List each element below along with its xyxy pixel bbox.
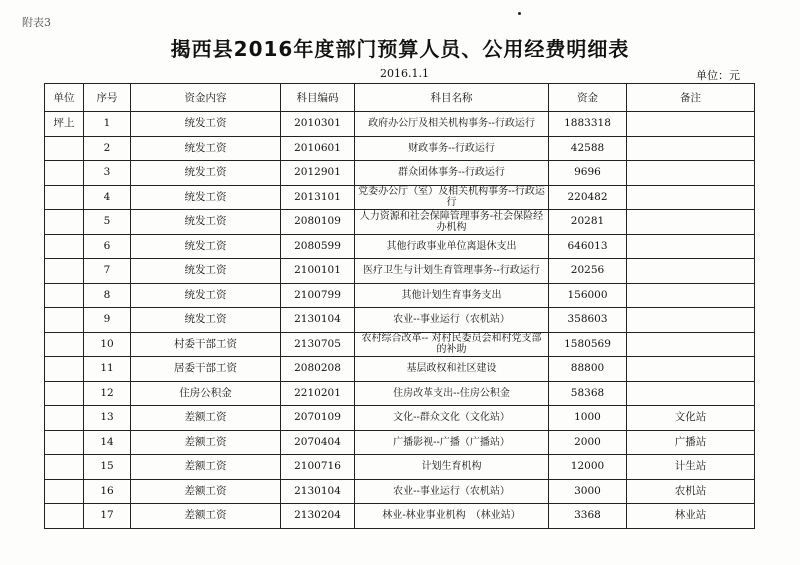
cell-code: 2100101 <box>281 259 355 284</box>
cell-code: 2070109 <box>281 406 355 431</box>
cell-no: 2 <box>84 136 131 161</box>
cell-name: 计划生育机构 <box>355 455 549 480</box>
cell-content: 统发工资 <box>131 136 281 161</box>
cell-code: 2070404 <box>281 430 355 455</box>
cell-no: 1 <box>84 112 131 137</box>
cell-note <box>627 112 755 137</box>
cell-unit <box>45 283 84 308</box>
col-header-unit: 单位 <box>45 84 84 112</box>
cell-amount: 20256 <box>549 259 627 284</box>
cell-no: 17 <box>84 504 131 529</box>
cell-note <box>627 234 755 259</box>
cell-amount: 20281 <box>549 210 627 235</box>
cell-content: 统发工资 <box>131 161 281 186</box>
cell-name: 广播影视--广播（广播站） <box>355 430 549 455</box>
annex-label: 附表3 <box>22 16 51 29</box>
table-row <box>45 381 755 406</box>
col-header-code: 科目编码 <box>281 84 355 112</box>
col-header-note: 备注 <box>627 84 755 112</box>
cell-note <box>627 332 755 357</box>
table-row <box>45 112 755 137</box>
cell-code: 2080599 <box>281 234 355 259</box>
cell-note: 林业站 <box>627 504 755 529</box>
cell-note: 农机站 <box>627 479 755 504</box>
cell-code: 2130104 <box>281 308 355 333</box>
cell-name: 住房改革支出--住房公积金 <box>355 381 549 406</box>
cell-unit <box>45 381 84 406</box>
cell-unit <box>45 259 84 284</box>
table-row <box>45 357 755 382</box>
cell-note <box>627 381 755 406</box>
cell-code: 2130204 <box>281 504 355 529</box>
unit-label: 单位：元 <box>696 69 740 82</box>
cell-note <box>627 283 755 308</box>
cell-name: 人力资源和社会保障管理事务-社会保险经办机构 <box>355 210 549 235</box>
cell-content: 统发工资 <box>131 234 281 259</box>
cell-note <box>627 185 755 210</box>
table-row <box>45 455 755 480</box>
cell-code: 2100799 <box>281 283 355 308</box>
cell-name: 政府办公厅及相关机构事务--行政运行 <box>355 112 549 137</box>
cell-no: 10 <box>84 332 131 357</box>
cell-amount: 2000 <box>549 430 627 455</box>
col-header-amount: 资金 <box>549 84 627 112</box>
cell-unit <box>45 455 84 480</box>
cell-amount: 88800 <box>549 357 627 382</box>
cell-content: 统发工资 <box>131 112 281 137</box>
table-row <box>45 283 755 308</box>
cell-name: 党委办公厅（室）及相关机构事务--行政运行 <box>355 185 549 210</box>
cell-no: 3 <box>84 161 131 186</box>
col-header-content: 资金内容 <box>131 84 281 112</box>
cell-code: 2010601 <box>281 136 355 161</box>
cell-code: 2013101 <box>281 185 355 210</box>
table-row <box>45 332 755 357</box>
cell-no: 12 <box>84 381 131 406</box>
cell-unit: 坪上 <box>45 112 84 137</box>
col-header-name: 科目名称 <box>355 84 549 112</box>
cell-no: 11 <box>84 357 131 382</box>
cell-code: 2130705 <box>281 332 355 357</box>
cell-amount: 358603 <box>549 308 627 333</box>
cell-amount: 1883318 <box>549 112 627 137</box>
cell-amount: 3000 <box>549 479 627 504</box>
cell-name: 其他行政事业单位离退休支出 <box>355 234 549 259</box>
report-date: 2016.1.1 <box>380 67 429 80</box>
cell-unit <box>45 479 84 504</box>
cell-no: 4 <box>84 185 131 210</box>
cell-code: 2100716 <box>281 455 355 480</box>
table-row <box>45 234 755 259</box>
cell-no: 6 <box>84 234 131 259</box>
cell-note <box>627 308 755 333</box>
cell-amount: 12000 <box>549 455 627 480</box>
cell-name: 农业--事业运行（农机站） <box>355 308 549 333</box>
cell-code: 2012901 <box>281 161 355 186</box>
cell-unit <box>45 234 84 259</box>
cell-content: 统发工资 <box>131 185 281 210</box>
cell-content: 居委干部工资 <box>131 357 281 382</box>
cell-code: 2080109 <box>281 210 355 235</box>
cell-no: 5 <box>84 210 131 235</box>
cell-name: 财政事务--行政运行 <box>355 136 549 161</box>
cell-note <box>627 161 755 186</box>
cell-content: 统发工资 <box>131 308 281 333</box>
cell-content: 差额工资 <box>131 430 281 455</box>
cell-name: 基层政权和社区建设 <box>355 357 549 382</box>
cell-amount: 1000 <box>549 406 627 431</box>
cell-unit <box>45 185 84 210</box>
cell-note: 文化站 <box>627 406 755 431</box>
table-row <box>45 136 755 161</box>
table-row <box>45 210 755 235</box>
cell-name: 文化--群众文化（文化站） <box>355 406 549 431</box>
scan-speck <box>518 12 521 15</box>
table-row <box>45 504 755 529</box>
cell-unit <box>45 504 84 529</box>
table-row <box>45 479 755 504</box>
cell-content: 住房公积金 <box>131 381 281 406</box>
cell-no: 7 <box>84 259 131 284</box>
cell-code: 2010301 <box>281 112 355 137</box>
cell-amount: 156000 <box>549 283 627 308</box>
table-row <box>45 308 755 333</box>
cell-amount: 646013 <box>549 234 627 259</box>
cell-no: 13 <box>84 406 131 431</box>
cell-name: 农业--事业运行（农机站） <box>355 479 549 504</box>
table-row <box>45 406 755 431</box>
cell-content: 统发工资 <box>131 283 281 308</box>
cell-code: 2080208 <box>281 357 355 382</box>
cell-code: 2130104 <box>281 479 355 504</box>
cell-unit <box>45 308 84 333</box>
table-header-row <box>45 84 755 112</box>
cell-content: 差额工资 <box>131 479 281 504</box>
cell-unit <box>45 161 84 186</box>
cell-amount: 220482 <box>549 185 627 210</box>
cell-content: 差额工资 <box>131 504 281 529</box>
cell-amount: 3368 <box>549 504 627 529</box>
cell-unit <box>45 406 84 431</box>
page-title: 揭西县2016年度部门预算人员、公用经费明细表 <box>170 37 630 61</box>
col-header-no: 序号 <box>84 84 131 112</box>
cell-no: 16 <box>84 479 131 504</box>
budget-table <box>44 83 755 529</box>
cell-content: 统发工资 <box>131 259 281 284</box>
cell-amount: 42588 <box>549 136 627 161</box>
table-row <box>45 430 755 455</box>
table-row <box>45 161 755 186</box>
cell-unit <box>45 210 84 235</box>
cell-note <box>627 210 755 235</box>
table-row <box>45 259 755 284</box>
cell-note <box>627 357 755 382</box>
cell-content: 统发工资 <box>131 210 281 235</box>
table-row <box>45 185 755 210</box>
cell-content: 差额工资 <box>131 455 281 480</box>
cell-name: 其他计划生育事务支出 <box>355 283 549 308</box>
cell-no: 14 <box>84 430 131 455</box>
cell-no: 15 <box>84 455 131 480</box>
cell-amount: 9696 <box>549 161 627 186</box>
cell-name: 农村综合改革-- 对村民委员会和村党支部的补助 <box>355 332 549 357</box>
cell-note <box>627 136 755 161</box>
cell-unit <box>45 332 84 357</box>
cell-name: 林业-林业事业机构 （林业站） <box>355 504 549 529</box>
cell-name: 医疗卫生与计划生育管理事务--行政运行 <box>355 259 549 284</box>
cell-content: 村委干部工资 <box>131 332 281 357</box>
cell-amount: 58368 <box>549 381 627 406</box>
cell-unit <box>45 357 84 382</box>
cell-unit <box>45 136 84 161</box>
cell-no: 9 <box>84 308 131 333</box>
cell-note: 计生站 <box>627 455 755 480</box>
cell-unit <box>45 430 84 455</box>
cell-note: 广播站 <box>627 430 755 455</box>
cell-content: 差额工资 <box>131 406 281 431</box>
cell-no: 8 <box>84 283 131 308</box>
cell-note <box>627 259 755 284</box>
cell-amount: 1580569 <box>549 332 627 357</box>
cell-name: 群众团体事务--行政运行 <box>355 161 549 186</box>
cell-code: 2210201 <box>281 381 355 406</box>
